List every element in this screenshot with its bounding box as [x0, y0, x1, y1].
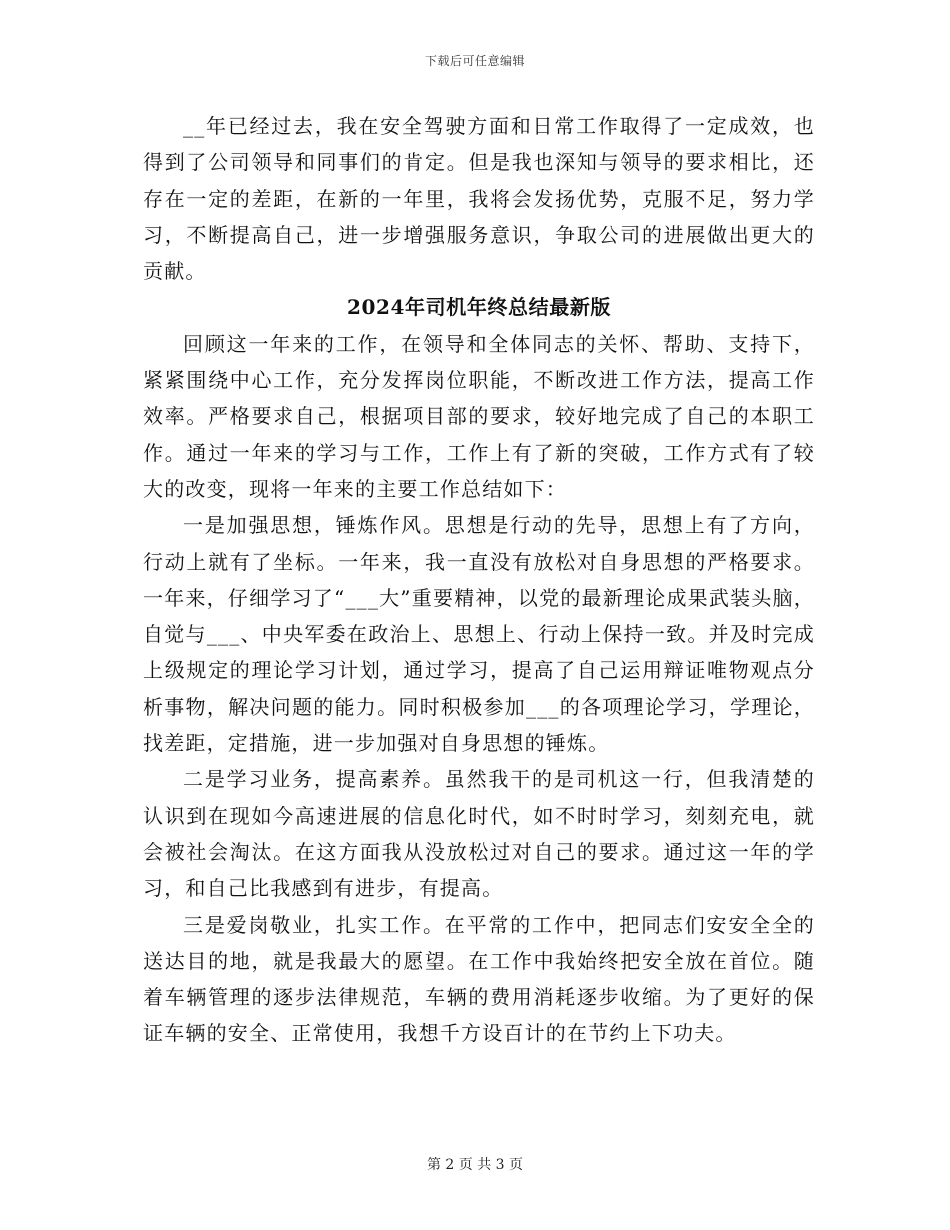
page-number-footer: 第 2 页 共 3 页: [426, 1157, 524, 1173]
paragraph-review: 回顾这一年来的工作，在领导和全体同志的关怀、帮助、支持下，紧紧围绕中心工作，充分发挥岗位职能，不断改进工作方法，提高工作效率。严格要求自己，根据项目部的要求，较好地完成了自己的本职工作。通过一年来的学习与工作，工作上有了新的突破，工作方式有了较大的改变，现将一年来的主要工作总结如下：: [143, 331, 815, 501]
paragraph-dedication: 三是爱岗敬业，扎实工作。在平常的工作中，把同志们安安全全的送达目的地，就是我最大的愿望。在工作中我始终把安全放在首位。随着车辆管理的逐步法律规范，车辆的费用消耗逐步收缩。为了更好的保证车辆的安全、正常使用，我想千方设百计的在节约上下功夫。: [143, 912, 815, 1046]
document-body: [143, 108, 815, 1052]
paragraph-thought: 一是加强思想，锤炼作风。思想是行动的先导，思想上有了方向，行动上就有了坐标。一年来，我一直没有放松对自身思想的严格要求。一年来，仔细学习了“___大”重要精神，以党的最新理论成果武装头脑，自觉与___、中央军委在政治上、思想上、行动上保持一致。并及时完成上级规定的理论学习计划，通过学习，提高了自己运用辩证唯物观点分析事物，解决问题的能力。同时积极参加___的各项理论学习，学理论，找差距，定措施，进一步加强对自身思想的锤炼。: [143, 513, 815, 756]
page-header: 下载后可任意编辑: [424, 54, 525, 68]
document-title: 2024年司机年终总结最新版: [346, 295, 612, 320]
paragraph-study: 二是学习业务，提高素养。虽然我干的是司机这一行，但我清楚的认识到在现如今高速进展的信息化时代，如不时时学习，刻刻充电，就会被社会淘汰。在这方面我从没放松过对自己的要求。通过这一年的学习，和自己比我感到有进步，有提高。: [143, 767, 815, 901]
intro-paragraph: __年已经过去，我在安全驾驶方面和日常工作取得了一定成效，也得到了公司领导和同事们的肯定。但是我也深知与领导的要求相比，还存在一定的差距，在新的一年里，我将会发扬优势，克服不足，努力学习，不断提高自己，进一步增强服务意识，争取公司的进展做出更大的贡献。: [143, 114, 815, 284]
